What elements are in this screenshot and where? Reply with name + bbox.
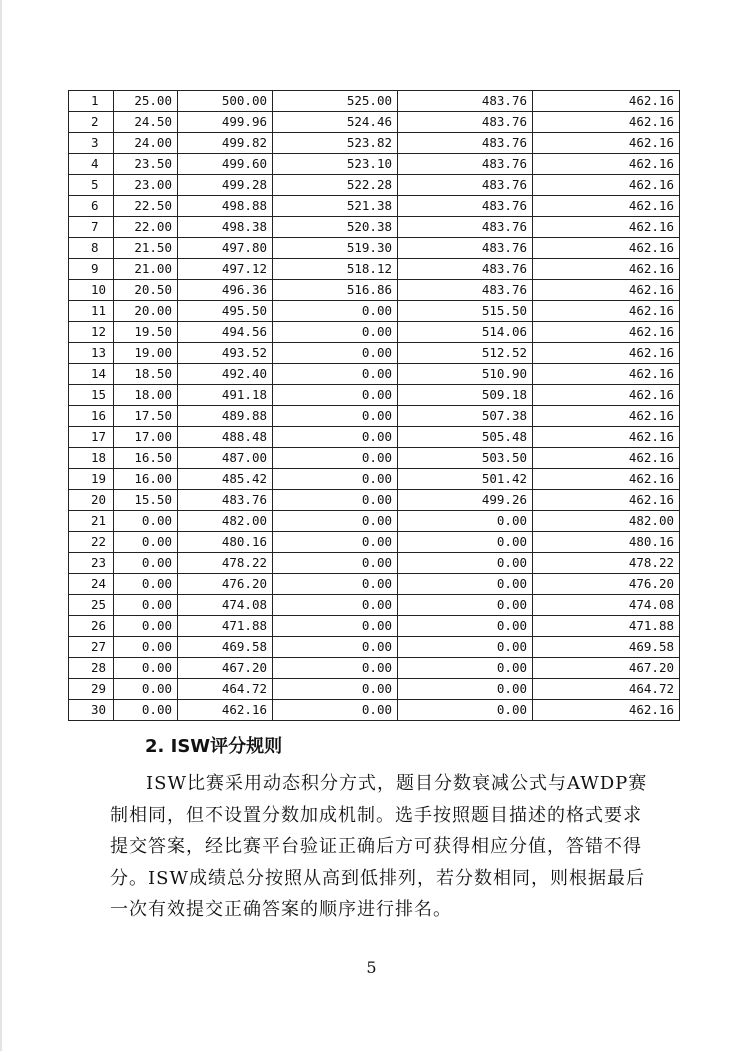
score-cell: 0.00: [273, 658, 398, 679]
score-cell: 18.50: [114, 364, 178, 385]
score-table-body: [69, 91, 680, 721]
score-cell: 483.76: [398, 91, 533, 112]
score-cell: 462.16: [533, 427, 680, 448]
score-cell: 18.00: [114, 385, 178, 406]
score-cell: 0.00: [114, 595, 178, 616]
table-row: [69, 511, 680, 532]
table-row: [69, 448, 680, 469]
row-index-cell: 8: [69, 238, 114, 259]
score-cell: 25.00: [114, 91, 178, 112]
score-cell: 496.36: [178, 280, 273, 301]
table-row: [69, 658, 680, 679]
score-cell: 505.48: [398, 427, 533, 448]
table-row: [69, 595, 680, 616]
score-cell: 462.16: [533, 469, 680, 490]
score-cell: 0.00: [398, 616, 533, 637]
table-row: [69, 553, 680, 574]
row-index-cell: 12: [69, 322, 114, 343]
table-row: [69, 427, 680, 448]
table-row: [69, 364, 680, 385]
score-cell: 483.76: [398, 154, 533, 175]
row-index-cell: 15: [69, 385, 114, 406]
score-cell: 510.90: [398, 364, 533, 385]
score-cell: 17.00: [114, 427, 178, 448]
score-cell: 487.00: [178, 448, 273, 469]
row-index-cell: 2: [69, 112, 114, 133]
row-index-cell: 1: [69, 91, 114, 112]
score-cell: 462.16: [533, 343, 680, 364]
score-cell: 525.00: [273, 91, 398, 112]
score-cell: 0.00: [398, 511, 533, 532]
score-cell: 469.58: [533, 637, 680, 658]
score-cell: 462.16: [533, 91, 680, 112]
table-row: [69, 574, 680, 595]
score-cell: 494.56: [178, 322, 273, 343]
score-cell: 471.88: [533, 616, 680, 637]
row-index-cell: 20: [69, 490, 114, 511]
score-cell: 0.00: [273, 427, 398, 448]
score-cell: 0.00: [114, 679, 178, 700]
score-cell: 467.20: [178, 658, 273, 679]
score-cell: 499.26: [398, 490, 533, 511]
score-cell: 0.00: [398, 658, 533, 679]
table-row: [69, 91, 680, 112]
row-index-cell: 30: [69, 700, 114, 721]
section-heading: 2. ISW评分规则: [145, 736, 283, 757]
score-cell: 499.82: [178, 133, 273, 154]
score-cell: 501.42: [398, 469, 533, 490]
score-cell: 0.00: [273, 616, 398, 637]
score-cell: 0.00: [114, 532, 178, 553]
row-index-cell: 22: [69, 532, 114, 553]
row-index-cell: 21: [69, 511, 114, 532]
score-cell: 497.12: [178, 259, 273, 280]
score-table: [68, 90, 680, 721]
score-cell: 0.00: [273, 574, 398, 595]
score-cell: 0.00: [273, 448, 398, 469]
score-cell: 521.38: [273, 196, 398, 217]
page-edge: [0, 0, 2, 1051]
score-cell: 0.00: [273, 595, 398, 616]
score-cell: 19.00: [114, 343, 178, 364]
score-cell: 491.18: [178, 385, 273, 406]
score-cell: 495.50: [178, 301, 273, 322]
score-cell: 482.00: [533, 511, 680, 532]
score-cell: 462.16: [533, 154, 680, 175]
score-cell: 0.00: [114, 511, 178, 532]
score-cell: 0.00: [114, 658, 178, 679]
table-row: [69, 280, 680, 301]
score-cell: 524.46: [273, 112, 398, 133]
score-cell: 464.72: [533, 679, 680, 700]
score-cell: 22.00: [114, 217, 178, 238]
table-row: [69, 112, 680, 133]
table-row: [69, 133, 680, 154]
score-cell: 0.00: [398, 700, 533, 721]
score-cell: 21.50: [114, 238, 178, 259]
score-cell: 523.82: [273, 133, 398, 154]
score-cell: 462.16: [533, 133, 680, 154]
score-cell: 507.38: [398, 406, 533, 427]
score-cell: 520.38: [273, 217, 398, 238]
score-cell: 0.00: [114, 700, 178, 721]
row-index-cell: 13: [69, 343, 114, 364]
score-cell: 476.20: [178, 574, 273, 595]
score-cell: 482.00: [178, 511, 273, 532]
score-cell: 462.16: [533, 196, 680, 217]
score-cell: 493.52: [178, 343, 273, 364]
score-cell: 480.16: [533, 532, 680, 553]
score-cell: 16.00: [114, 469, 178, 490]
row-index-cell: 29: [69, 679, 114, 700]
score-cell: 462.16: [533, 490, 680, 511]
score-cell: 462.16: [533, 280, 680, 301]
table-row: [69, 700, 680, 721]
table-row: [69, 217, 680, 238]
score-cell: 483.76: [398, 133, 533, 154]
row-index-cell: 26: [69, 616, 114, 637]
score-cell: 515.50: [398, 301, 533, 322]
score-cell: 480.16: [178, 532, 273, 553]
score-cell: 462.16: [533, 217, 680, 238]
score-cell: 0.00: [398, 637, 533, 658]
score-cell: 0.00: [273, 364, 398, 385]
score-cell: 0.00: [273, 637, 398, 658]
score-cell: 519.30: [273, 238, 398, 259]
score-cell: 483.76: [398, 175, 533, 196]
score-cell: 462.16: [533, 385, 680, 406]
row-index-cell: 14: [69, 364, 114, 385]
score-cell: 23.00: [114, 175, 178, 196]
row-index-cell: 5: [69, 175, 114, 196]
score-cell: 462.16: [533, 700, 680, 721]
score-cell: 19.50: [114, 322, 178, 343]
table-row: [69, 322, 680, 343]
score-cell: 0.00: [398, 679, 533, 700]
table-row: [69, 637, 680, 658]
score-cell: 483.76: [398, 280, 533, 301]
table-row: [69, 406, 680, 427]
score-cell: 503.50: [398, 448, 533, 469]
table-row: [69, 196, 680, 217]
table-row: [69, 385, 680, 406]
row-index-cell: 4: [69, 154, 114, 175]
score-cell: 0.00: [398, 553, 533, 574]
table-row: [69, 679, 680, 700]
table-row: [69, 532, 680, 553]
score-cell: 483.76: [398, 112, 533, 133]
score-cell: 474.08: [533, 595, 680, 616]
row-index-cell: 11: [69, 301, 114, 322]
score-cell: 0.00: [273, 511, 398, 532]
score-cell: 15.50: [114, 490, 178, 511]
score-cell: 462.16: [533, 175, 680, 196]
table-row: [69, 259, 680, 280]
score-cell: 483.76: [398, 217, 533, 238]
score-cell: 0.00: [273, 406, 398, 427]
score-cell: 489.88: [178, 406, 273, 427]
score-cell: 462.16: [533, 112, 680, 133]
table-row: [69, 469, 680, 490]
score-cell: 17.50: [114, 406, 178, 427]
row-index-cell: 25: [69, 595, 114, 616]
score-cell: 0.00: [398, 532, 533, 553]
score-cell: 497.80: [178, 238, 273, 259]
table-row: [69, 175, 680, 196]
row-index-cell: 19: [69, 469, 114, 490]
score-cell: 478.22: [178, 553, 273, 574]
row-index-cell: 9: [69, 259, 114, 280]
score-cell: 483.76: [398, 238, 533, 259]
score-cell: 516.86: [273, 280, 398, 301]
row-index-cell: 6: [69, 196, 114, 217]
table-row: [69, 301, 680, 322]
score-cell: 0.00: [273, 469, 398, 490]
score-cell: 462.16: [533, 364, 680, 385]
score-cell: 469.58: [178, 637, 273, 658]
score-cell: 24.00: [114, 133, 178, 154]
score-cell: 0.00: [273, 322, 398, 343]
score-cell: 464.72: [178, 679, 273, 700]
score-cell: 0.00: [273, 301, 398, 322]
score-cell: 474.08: [178, 595, 273, 616]
score-cell: 0.00: [273, 679, 398, 700]
score-cell: 0.00: [273, 343, 398, 364]
score-cell: 499.60: [178, 154, 273, 175]
row-index-cell: 27: [69, 637, 114, 658]
row-index-cell: 10: [69, 280, 114, 301]
score-cell: 512.52: [398, 343, 533, 364]
score-cell: 0.00: [273, 385, 398, 406]
score-cell: 0.00: [398, 595, 533, 616]
score-cell: 488.48: [178, 427, 273, 448]
table-row: [69, 154, 680, 175]
score-cell: 462.16: [533, 301, 680, 322]
row-index-cell: 3: [69, 133, 114, 154]
score-cell: 0.00: [114, 574, 178, 595]
score-cell: 498.38: [178, 217, 273, 238]
row-index-cell: 18: [69, 448, 114, 469]
score-cell: 485.42: [178, 469, 273, 490]
score-cell: 0.00: [398, 574, 533, 595]
score-cell: 0.00: [273, 553, 398, 574]
score-cell: 22.50: [114, 196, 178, 217]
row-index-cell: 17: [69, 427, 114, 448]
score-cell: 478.22: [533, 553, 680, 574]
score-cell: 20.50: [114, 280, 178, 301]
score-cell: 476.20: [533, 574, 680, 595]
score-cell: 16.50: [114, 448, 178, 469]
score-cell: 483.76: [398, 259, 533, 280]
score-cell: 0.00: [114, 553, 178, 574]
isw-rules-paragraph: ISW比赛采用动态积分方式，题目分数衰减公式与AWDP赛制相同，但不设置分数加成机制。选手按照题目描述的格式要求提交答案，经比赛平台验证正确后方可获得相应分值，答错不得分。ISW成绩总分按照从高到低排列，若分数相同，则根据最后一次有效提交正确答案的顺序进行排名。: [110, 773, 648, 920]
score-cell: 0.00: [273, 700, 398, 721]
score-cell: 483.76: [398, 196, 533, 217]
score-cell: 21.00: [114, 259, 178, 280]
score-cell: 0.00: [114, 616, 178, 637]
score-cell: 0.00: [114, 637, 178, 658]
table-row: [69, 343, 680, 364]
score-cell: 499.28: [178, 175, 273, 196]
score-cell: 0.00: [273, 490, 398, 511]
score-cell: 24.50: [114, 112, 178, 133]
score-cell: 514.06: [398, 322, 533, 343]
score-cell: 500.00: [178, 91, 273, 112]
row-index-cell: 7: [69, 217, 114, 238]
score-cell: 0.00: [273, 532, 398, 553]
table-row: [69, 238, 680, 259]
score-cell: 509.18: [398, 385, 533, 406]
score-cell: 462.16: [533, 406, 680, 427]
score-cell: 23.50: [114, 154, 178, 175]
score-cell: 518.12: [273, 259, 398, 280]
score-cell: 492.40: [178, 364, 273, 385]
score-cell: 523.10: [273, 154, 398, 175]
row-index-cell: 23: [69, 553, 114, 574]
score-cell: 499.96: [178, 112, 273, 133]
score-cell: 462.16: [533, 448, 680, 469]
row-index-cell: 28: [69, 658, 114, 679]
table-row: [69, 490, 680, 511]
score-cell: 498.88: [178, 196, 273, 217]
score-cell: 467.20: [533, 658, 680, 679]
table-row: [69, 616, 680, 637]
row-index-cell: 24: [69, 574, 114, 595]
row-index-cell: 16: [69, 406, 114, 427]
score-cell: 462.16: [533, 259, 680, 280]
score-cell: 20.00: [114, 301, 178, 322]
score-cell: 471.88: [178, 616, 273, 637]
score-cell: 462.16: [533, 322, 680, 343]
score-cell: 522.28: [273, 175, 398, 196]
score-cell: 483.76: [178, 490, 273, 511]
page-number: 5: [366, 958, 377, 977]
score-cell: 462.16: [533, 238, 680, 259]
score-cell: 462.16: [178, 700, 273, 721]
